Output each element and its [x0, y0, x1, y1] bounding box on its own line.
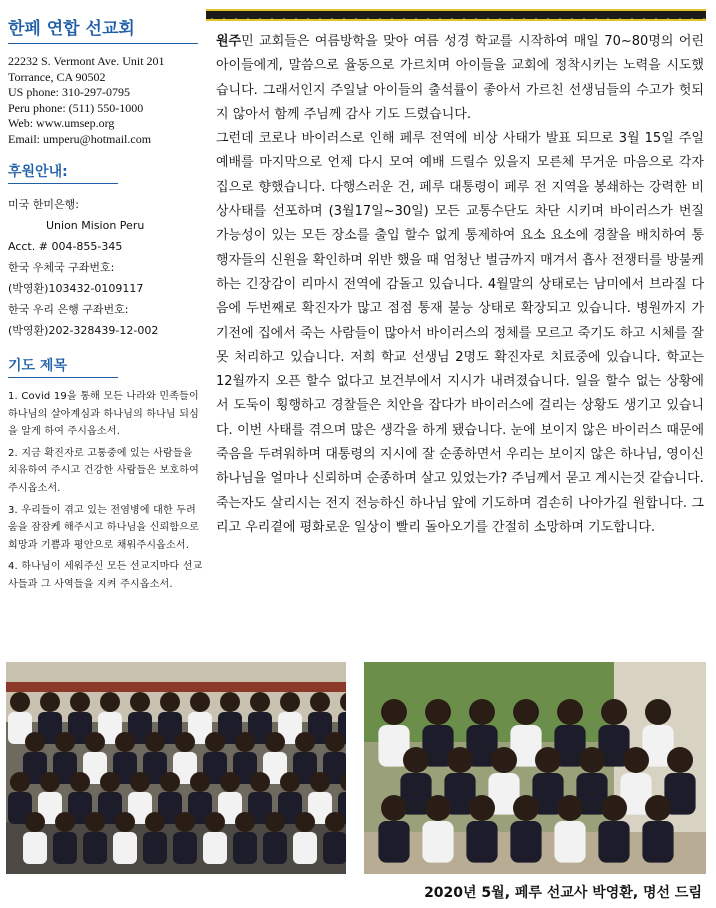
- student-head: [25, 812, 45, 832]
- student-head: [447, 747, 473, 773]
- banner-diamond: [352, 18, 360, 21]
- banner-diamond: [520, 18, 528, 21]
- student-head: [25, 732, 45, 752]
- banner-diamond: [496, 18, 504, 21]
- student-head: [295, 812, 315, 832]
- student-head: [160, 772, 180, 792]
- student-head: [70, 692, 90, 712]
- student-head: [280, 772, 300, 792]
- student-head: [403, 747, 429, 773]
- student-head: [645, 699, 671, 725]
- us-phone: US phone: 310-297-0795: [8, 85, 130, 99]
- prayer-item: 1. Covid 19을 통해 모든 나라와 민족들이 하나님의 살아계심과 하나님의 하나님 되심을 알게 하여 주시옵소서.: [8, 391, 199, 438]
- student-head: [601, 699, 627, 725]
- student-head: [55, 812, 75, 832]
- student-head: [381, 795, 407, 821]
- banner-diamond: [268, 18, 276, 21]
- banner-diamond: [232, 18, 240, 21]
- banner-diamond: [664, 18, 672, 21]
- email[interactable]: Email: umperu@hotmail.com: [8, 131, 152, 146]
- student-head: [100, 772, 120, 792]
- student-head: [145, 812, 165, 832]
- support-line: 한국 우체국 구좌번호:: [8, 261, 115, 274]
- student-figure: [323, 832, 346, 864]
- banner-diamond: [676, 18, 684, 21]
- student-figure: [466, 821, 497, 863]
- student-head: [160, 692, 180, 712]
- student-head: [557, 795, 583, 821]
- banner-diamond: [412, 18, 420, 21]
- banner-diamond: [472, 18, 480, 21]
- banner-diamond: [364, 18, 372, 21]
- banner-diamond: [592, 18, 600, 21]
- student-figure: [378, 821, 409, 863]
- banner-diamond: [388, 18, 396, 21]
- student-head: [535, 747, 561, 773]
- banner-diamond: [568, 18, 576, 21]
- prayer-divider: [8, 377, 118, 378]
- banner-diamond: [280, 18, 288, 21]
- banner-diamond: [292, 18, 300, 21]
- banner-diamond: [244, 18, 252, 21]
- student-head: [235, 732, 255, 752]
- paragraph-1: [216, 30, 704, 127]
- banner-diamond: [652, 18, 660, 21]
- student-head: [645, 795, 671, 821]
- student-figure: [422, 821, 453, 863]
- student-head: [265, 732, 285, 752]
- org-title: 한페 연합 선교회: [8, 19, 135, 39]
- students-assembly-photo: [6, 662, 346, 874]
- banner-diamond: [256, 18, 264, 21]
- title-divider: [8, 43, 198, 44]
- support-title: 후원안내:: [8, 164, 68, 180]
- support-divider: [8, 183, 118, 184]
- prayer-list: [8, 388, 204, 594]
- student-head: [115, 732, 135, 752]
- banner-diamond: [328, 18, 336, 21]
- signature: 2020년 5월, 페루 선교사 박영환, 명선 드림: [424, 885, 702, 901]
- student-head: [235, 812, 255, 832]
- student-head: [623, 747, 649, 773]
- support-line: 미국 한미은행:: [8, 198, 79, 211]
- student-head: [601, 795, 627, 821]
- student-head: [85, 732, 105, 752]
- banner-diamond: [400, 18, 408, 21]
- student-figure: [233, 832, 257, 864]
- student-head: [205, 812, 225, 832]
- student-head: [145, 732, 165, 752]
- banner-diamond: [532, 18, 540, 21]
- banner-diamond: [484, 18, 492, 21]
- student-figure: [598, 821, 629, 863]
- student-head: [190, 692, 210, 712]
- paragraph-2: 그런데 코로나 바이러스로 인해 페루 전역에 비상 사태가 발표 되므로 3월 15일 주일 예배를 마지막으로 언제 다시 모여 예배 드릴수 있을지 모른체 무거운 마음으로 각자 집으로 향했습니다. 다행스러운 건, 페루 대통령이 페루 전 지역을 봉쇄하는 강력한 비상사태를 선포하며 (3월17일~30일) 모든 교통수단도 차단 시키며 바이러스가 번질 가능성이 있는 모든 장소를 출입 할수 없게 통제하여 요소 요소에 경찰을 배치하여 통행자들의 신원을 확인하며 위반 했을 때 엄청난 벌금까지 매겨서 흡사 전쟁터를 방불케 하는 긴장감이 리마시 전역에 감돌고 있습니다. 4월말의 상태로는 남미에서 브라질 다음에 두번째로 확진자가 많고 점점 통재 불능 상태로 확장되고 있습니다. 병원까지 가기전에 집에서 죽는 사람들이 많아서 바이러스의 정체를 모르고 죽기도 하고 시체를 잘못 처리하고 있습니다. 저희 학교 선생님 2명도 확진자로 치료중에 있습니다. 학교는 12월까지 오픈 할수 없다고 보건부에서 지시가 내려졌습니다. 일을 할수 없는 상황에서 도둑이 횡행하고 경찰들은 치안을 잡다가 바이러스에 걸리는 상황도 생기고 있습니다. 이번 사태를 겪으며 많은 생각을 하게 됐습니다. 눈에 보이지 않은 바이러스 때문에 죽음을 두려워하며 대통령의 지시에 잘 순종하면서 우리는 보이지 않은 하나님, 영이신 하나님을 얼마나 신뢰하며 순종하며 살고 있었는가? 주님께서 묻고 계시는것 같습니다.: [216, 131, 704, 487]
- student-head: [130, 692, 150, 712]
- prayer-title: 기도 제목: [8, 358, 67, 374]
- decorative-banner: [206, 9, 706, 21]
- student-head: [295, 732, 315, 752]
- student-head: [205, 732, 225, 752]
- banner-diamond: [580, 18, 588, 21]
- student-head: [491, 747, 517, 773]
- banner-diamond: [628, 18, 636, 21]
- student-figure: [143, 832, 167, 864]
- student-head: [469, 795, 495, 821]
- student-head: [40, 772, 60, 792]
- banner-diamond: [208, 18, 216, 21]
- support-line: (박영환)202-328439-12-002: [8, 324, 159, 337]
- student-head: [10, 692, 30, 712]
- banner-diamond: [640, 18, 648, 21]
- banner-diamond: [604, 18, 612, 21]
- banner-diamond: [316, 18, 324, 21]
- student-head: [310, 772, 330, 792]
- student-head: [579, 747, 605, 773]
- student-head: [325, 732, 345, 752]
- student-head: [250, 772, 270, 792]
- lead-word: 원주: [216, 34, 242, 49]
- support-line: (박영환)103432-0109117: [8, 282, 144, 295]
- banner-diamond: [460, 18, 468, 21]
- banner-diamond: [544, 18, 552, 21]
- banner-diamond: [556, 18, 564, 21]
- student-head: [557, 699, 583, 725]
- student-head: [10, 772, 30, 792]
- banner-diamond: [424, 18, 432, 21]
- student-head: [310, 692, 330, 712]
- banner-diamond: [220, 18, 228, 21]
- paragraph-1-text: 민 교회들은 여름방학을 맞아 여름 성경 학교를 시작하여 매일 70~80명의 어린 아이들에게, 말씀으로 율동으로 가르치며 아이들을 교회에 정착시키는 노력을 시도했습니다. 그래서인지 주일날 아이들의 출석률이 좋아서 가르친 선생님들의 수고가 헛되지 않아서 함께 주님께 감사 기도 드렸습니다.: [216, 34, 704, 122]
- website[interactable]: Web: www.umsep.org: [8, 116, 115, 130]
- student-head: [220, 772, 240, 792]
- address-line: 22232 S. Vermont Ave. Unit 201: [8, 54, 165, 68]
- prayer-item: 4. 하나님이 세워주신 모든 선교지마다 선교사들과 그 사역들을 지켜 주시옵소서.: [8, 561, 203, 590]
- banner-diamond: [616, 18, 624, 21]
- banner-diamond: [304, 18, 312, 21]
- student-head: [425, 795, 451, 821]
- paragraph-3: 죽는자도 살리시는 전지 전능하신 하나님 앞에 기도하며 겸손히 나아가길 원합니다. 그리고 우리곁에 평화로운 일상이 빨리 돌아오기를 간절히 소망하며 기도합니다.: [216, 495, 704, 535]
- student-head: [130, 772, 150, 792]
- student-head: [250, 692, 270, 712]
- student-head: [40, 692, 60, 712]
- student-head: [280, 692, 300, 712]
- student-head: [190, 772, 210, 792]
- student-head: [70, 772, 90, 792]
- student-figure: [642, 821, 673, 863]
- support-line: Acct. # 004-855-345: [8, 240, 123, 253]
- student-head: [220, 692, 240, 712]
- student-head: [425, 699, 451, 725]
- student-head: [325, 812, 345, 832]
- banner-diamond: [340, 18, 348, 21]
- students-walking-photo: [364, 662, 706, 874]
- student-figure: [83, 832, 107, 864]
- student-head: [381, 699, 407, 725]
- student-figure: [554, 821, 585, 863]
- student-figure: [113, 832, 137, 864]
- banner-diamond: [700, 18, 706, 21]
- student-head: [175, 812, 195, 832]
- student-head: [100, 692, 120, 712]
- support-line: Union Mision Peru: [46, 219, 145, 232]
- letter-body: [216, 30, 704, 540]
- student-head: [265, 812, 285, 832]
- sidebar: [8, 14, 204, 598]
- student-figure: [263, 832, 287, 864]
- student-figure: [53, 832, 77, 864]
- student-figure: [293, 832, 317, 864]
- student-head: [513, 795, 539, 821]
- banner-diamond: [376, 18, 384, 21]
- student-head: [469, 699, 495, 725]
- student-figure: [23, 832, 47, 864]
- student-head: [175, 732, 195, 752]
- peru-phone: Peru phone: (511) 550-1000: [8, 100, 144, 115]
- student-head: [667, 747, 693, 773]
- banner-diamond: [508, 18, 516, 21]
- prayer-item: 3. 우리들이 겪고 있는 전염병에 대한 두려움을 잠잠케 해주시고 하나님을 신뢰함으로 희망과 기쁨과 평안으로 채워주시옵소서.: [8, 504, 199, 551]
- banner-diamond: [448, 18, 456, 21]
- student-head: [513, 699, 539, 725]
- student-figure: [510, 821, 541, 863]
- student-head: [55, 732, 75, 752]
- city-line: Torrance, CA 90502: [8, 69, 106, 84]
- banner-diamond: [436, 18, 444, 21]
- contact-info: [8, 54, 204, 147]
- support-line: 한국 우리 은행 구좌번호:: [8, 303, 129, 316]
- student-figure: [203, 832, 227, 864]
- banner-diamond: [688, 18, 696, 21]
- student-figure: [173, 832, 197, 864]
- support-info: [8, 194, 204, 341]
- banner-pattern: [206, 18, 706, 21]
- prayer-item: 2. 지금 확진자로 고통중에 있는 사람들을 치유하여 주시고 건강한 사람들은 보호하여 주시옵소서.: [8, 447, 199, 494]
- student-head: [115, 812, 135, 832]
- student-head: [85, 812, 105, 832]
